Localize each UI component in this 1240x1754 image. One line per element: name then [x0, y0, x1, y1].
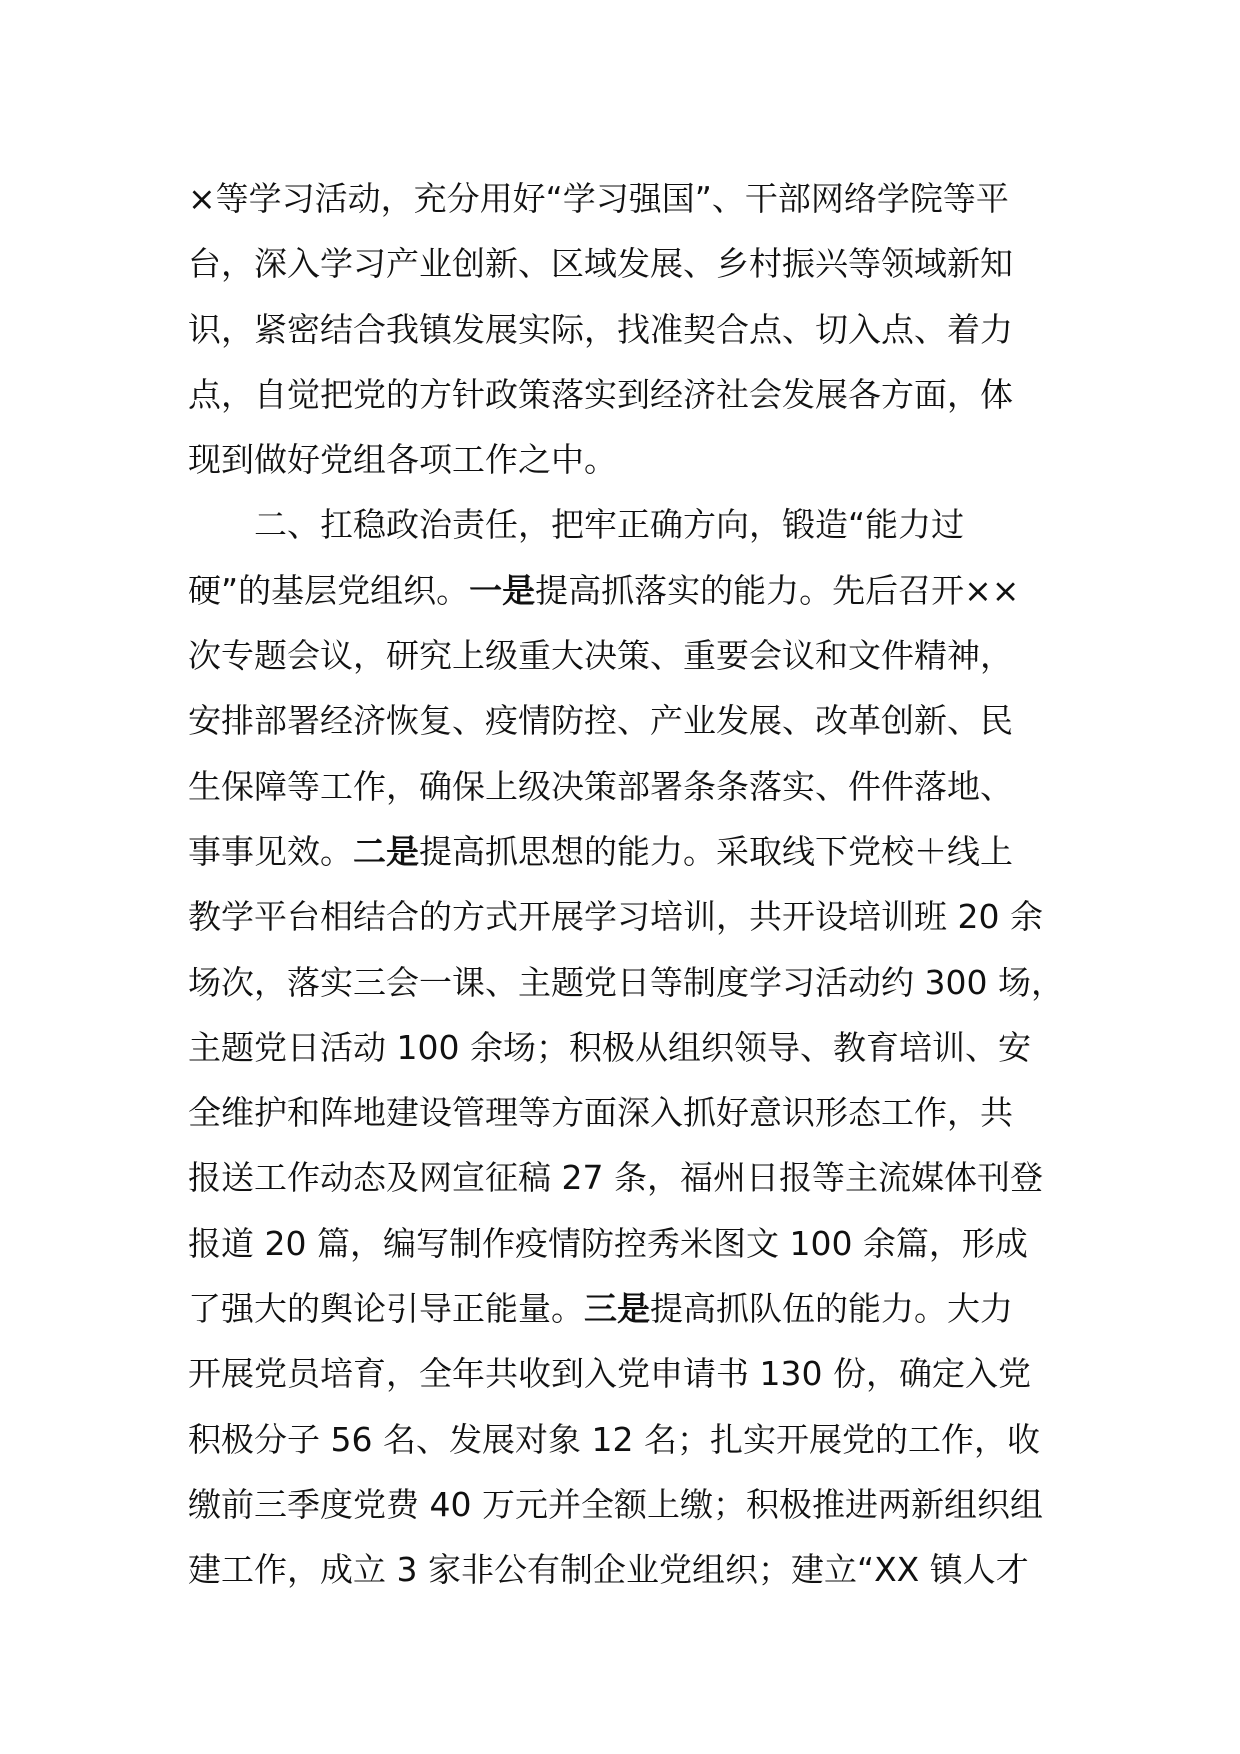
- text-line: [188, 819, 1068, 884]
- text-line: [188, 558, 1068, 623]
- text-segment: 提高抓落实的能力。先后召开××: [535, 570, 1020, 610]
- text-line: 建工作，成立 3 家非公有制企业党组织；建立“XX 镇人才: [188, 1550, 1029, 1590]
- bold-marker: 三是: [584, 1289, 650, 1329]
- text-line: 开展党员培育，全年共收到入党申请书 130 份，确定入党: [188, 1354, 1031, 1394]
- text-line: 台，深入学习产业创新、区域发展、乡村振兴等领域新知: [188, 244, 1013, 284]
- section-heading-line: 二、扛稳政治责任，把牢正确方向，锻造“能力过: [254, 505, 965, 545]
- text-line: 缴前三季度党费 40 万元并全额上缴；积极推进两新组织组: [188, 1484, 1043, 1524]
- text-line: 报道 20 篇，编写制作疫情防控秀米图文 100 余篇，形成: [188, 1223, 1028, 1263]
- text-line: 识，紧密结合我镇发展实际，找准契合点、切入点、着力: [188, 309, 1013, 349]
- text-line: 现到做好党组各项工作之中。: [188, 440, 617, 480]
- text-line: 报送工作动态及网宣征稿 27 条，福州日报等主流媒体刊登: [188, 1158, 1043, 1198]
- text-line: 场次，落实三会一课、主题党日等制度学习活动约 300 场，: [188, 962, 1064, 1002]
- text-segment: 事事见效。: [188, 831, 353, 871]
- text-segment: 提高抓思想的能力。采取线下党校＋线上: [419, 831, 1013, 871]
- text-line: 主题党日活动 100 余场；积极从组织领导、教育培训、安: [188, 1027, 1031, 1067]
- text-segment: 硬”的基层党组织。: [188, 570, 470, 610]
- text-line: [188, 1276, 1068, 1341]
- bold-marker: 二是: [353, 831, 419, 871]
- text-line: ×等学习活动，充分用好“学习强国”、干部网络学院等平: [188, 179, 1009, 218]
- text-line: 生保障等工作，确保上级决策部署条条落实、件件落地、: [188, 766, 1013, 806]
- text-line: 积极分子 56 名、发展对象 12 名；扎实开展党的工作，收: [188, 1419, 1040, 1459]
- text-line: 次专题会议，研究上级重大决策、重要会议和文件精神，: [188, 636, 1013, 676]
- text-line: 教学平台相结合的方式开展学习培训，共开设培训班 20 余: [188, 897, 1043, 937]
- text-line: 点，自觉把党的方针政策落实到经济社会发展各方面，体: [188, 374, 1013, 414]
- body-text: [188, 166, 1068, 1603]
- bold-marker: 一是: [469, 570, 536, 610]
- text-segment: 提高抓队伍的能力。大力: [650, 1289, 1013, 1329]
- text-line: 全维护和阵地建设管理等方面深入抓好意识形态工作，共: [188, 1093, 1013, 1133]
- text-line: 安排部署经济恢复、疫情防控、产业发展、改革创新、民: [188, 701, 1013, 741]
- text-segment: 了强大的舆论引导正能量。: [188, 1289, 584, 1329]
